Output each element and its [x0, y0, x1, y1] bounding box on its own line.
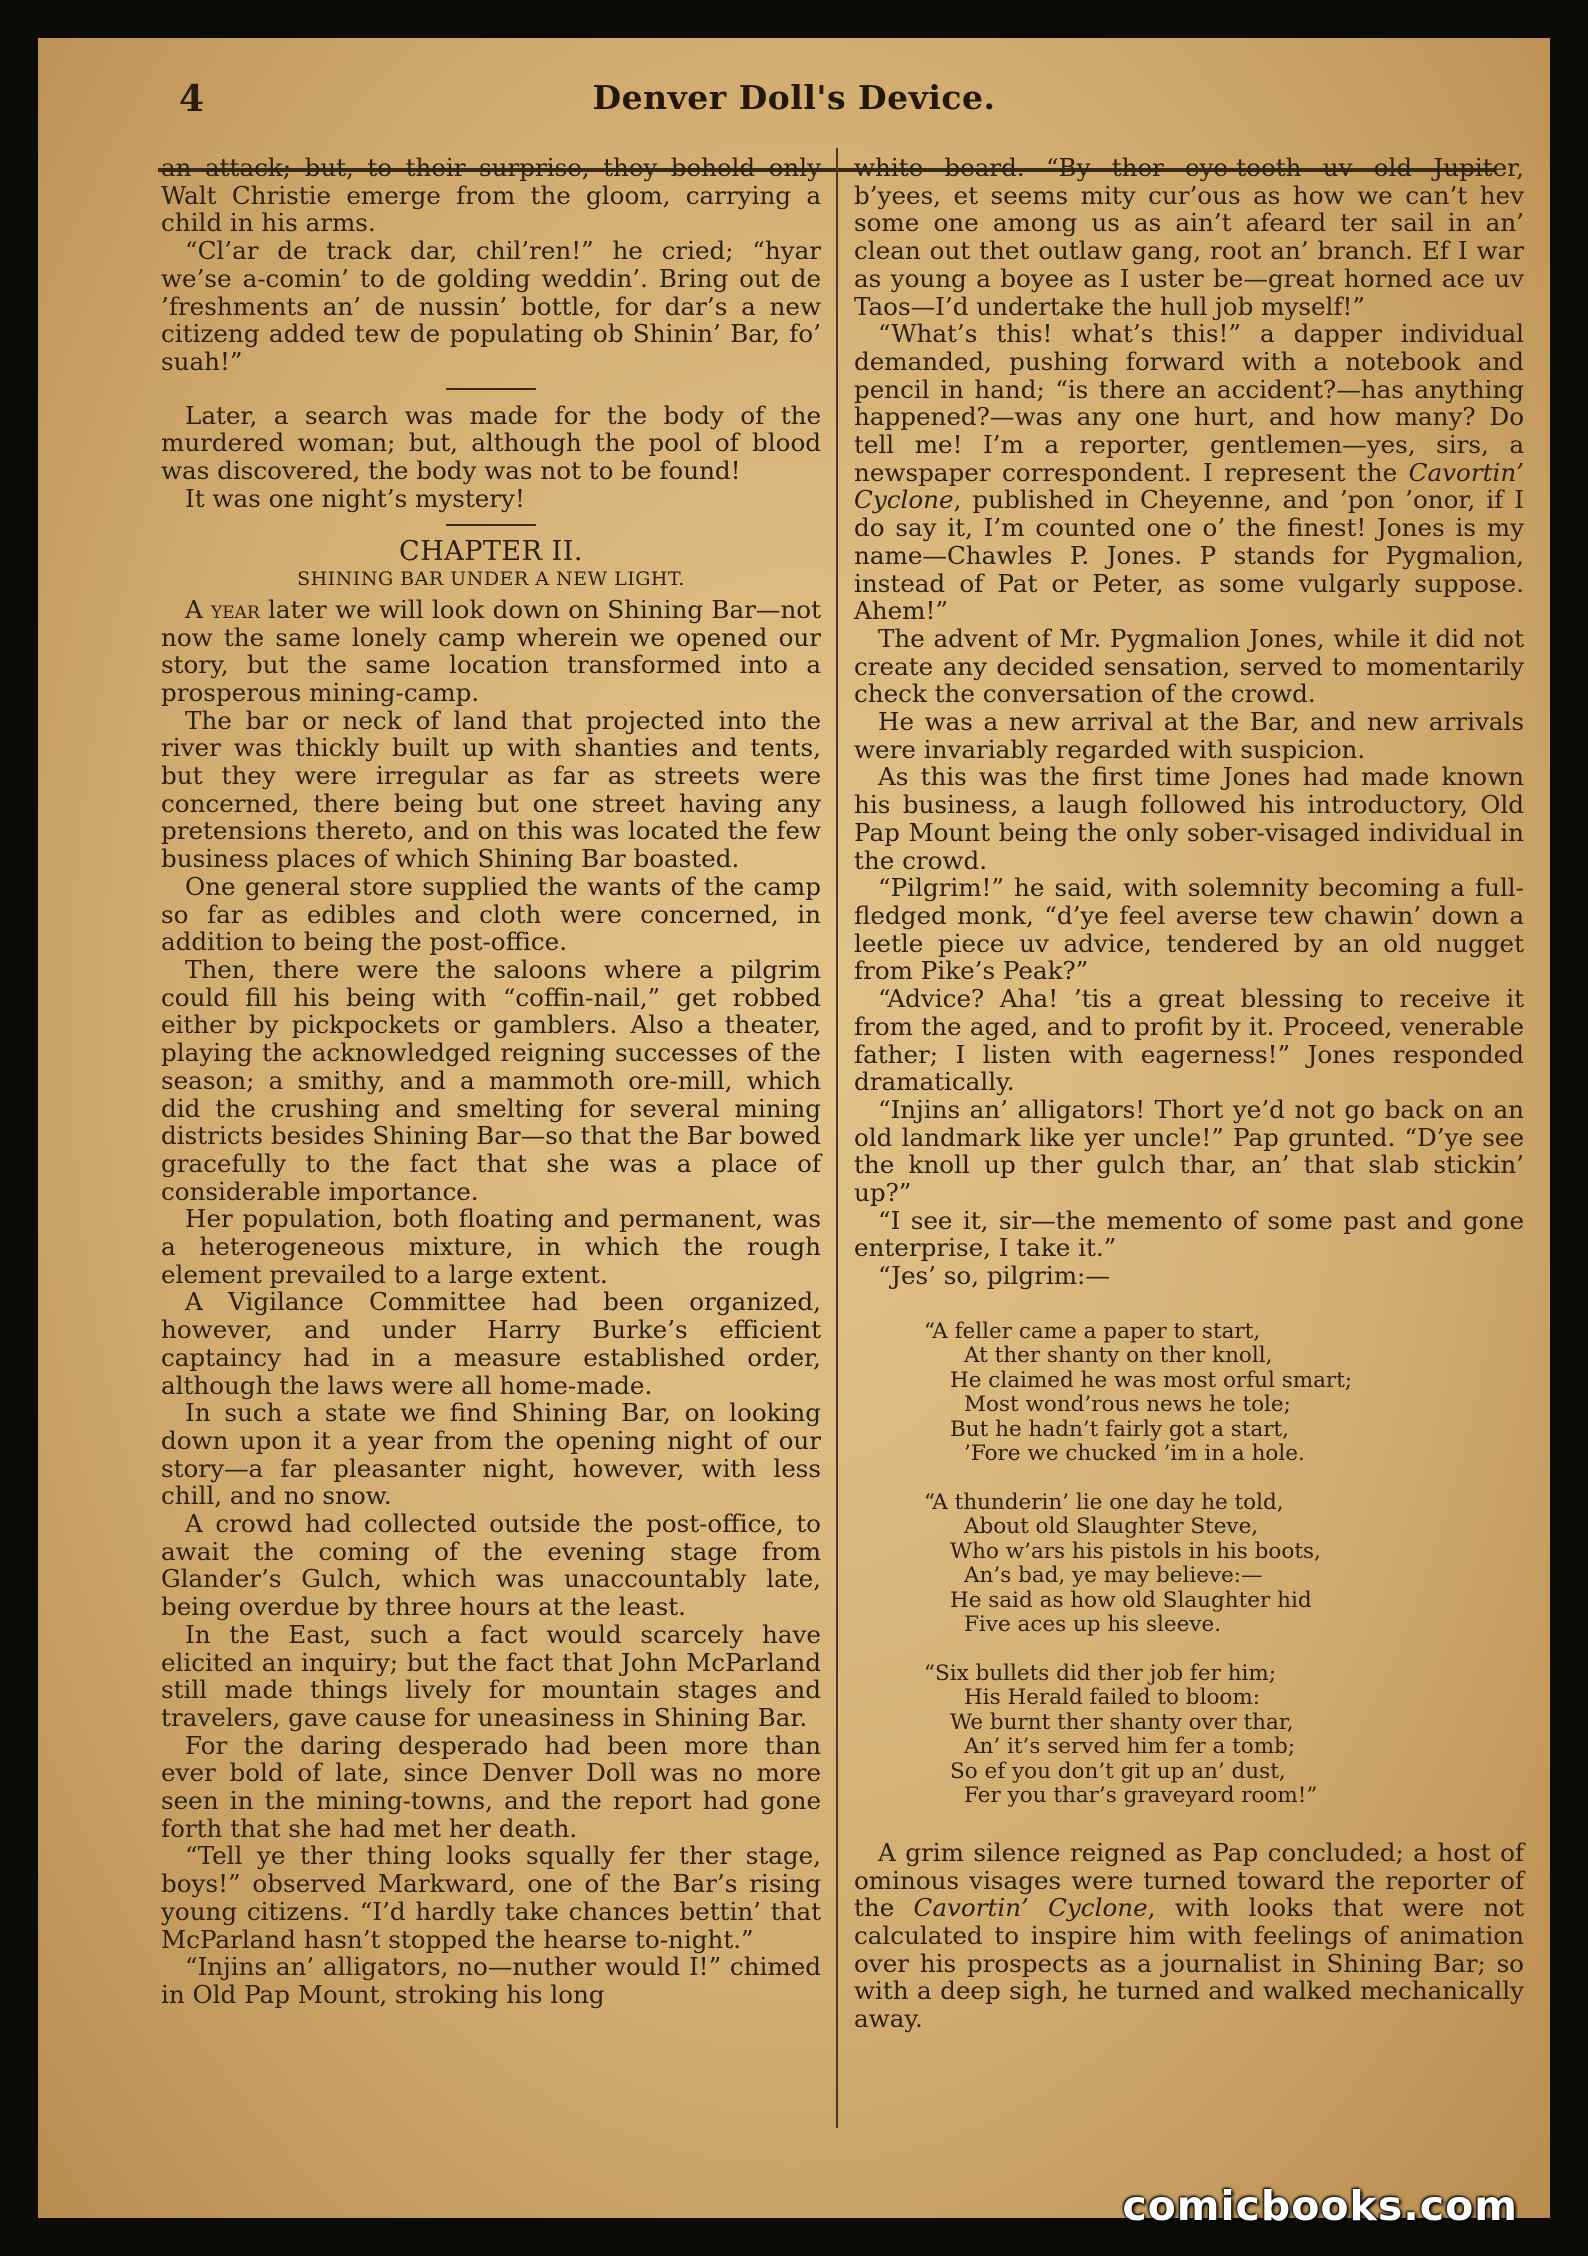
paragraph: Then, there were the saloons where a pilgrim could fill his being with “coffin-nail,” get robbed either by pickpockets or gamblers. Also a theater, playing the acknowledged reigning successes of the season; a smithy, and a mammoth ore-mill, which did the crushing and smelting for several mining districts besides Shining Bar—so that the Bar bowed gracefully to the fact that she was a place of considerable importance.	[161, 954, 821, 1206]
paragraph: It was one night’s mystery!	[185, 483, 525, 513]
paragraph: “Jes’ so, pilgrim:—	[878, 1261, 1110, 1291]
paragraph: “Cl’ar de track dar, chil’ren!” he cried; “hyar we’se a-comin’ to de golding weddin’. Bring out de ’freshments an’ de nussin’ bottle, for dar’s a new citizeng added tew de populating ob Shinin’ Bar, fo’ suah!”	[161, 236, 821, 376]
poem-line: “A feller came a paper to start,	[924, 1318, 1261, 1344]
paragraph-text: A grim silence reigned as Pap concluded; a host of ominous visages were turned toward the reporter of the	[854, 1837, 1524, 1923]
paragraph	[854, 320, 1524, 625]
paragraph: A Vigilance Committee had been organized, however, and under Harry Burke’s efficient captaincy had in a measure established order, although the laws were all home-made.	[161, 1287, 821, 1400]
paragraph	[854, 1839, 1524, 2033]
paragraph: The bar or neck of land that projected into the river was thickly built up with shanties and tents, but they were irregular as far as streets were concerned, there being but one street having any pretensions thereto, and on this was located the few business places of which Shining Bar boasted.	[161, 705, 821, 874]
scanned-page	[38, 38, 1550, 2218]
paragraph: One general store supplied the wants of the camp so far as edibles and cloth were concerned, in addition to being the post-office.	[161, 871, 821, 957]
paragraph: “I see it, sir—the memento of some past and gone enterprise, I take it.”	[854, 1205, 1524, 1263]
poem-line: We burnt ther shanty over thar,	[950, 1709, 1294, 1735]
poem-line: “Six bullets did ther job fer him;	[924, 1660, 1277, 1686]
paragraph: He was a new arrival at the Bar, and new arrivals were invariably regarded with suspicion.	[854, 707, 1524, 764]
paragraph-text: , with looks that were not calculated to inspire him with feelings of animation over his prospects as a journalist in Shining Bar; so with a deep sigh, he turned and walked mechanically away.	[854, 1893, 1524, 2034]
poem-line: So ef you don’t git up an’ dust,	[950, 1758, 1286, 1784]
poem-stanza	[924, 1491, 1524, 1638]
paragraph: In the East, such a fact would scarcely have elicited an inquiry; but the fact that John McParland still made things lively for mountain stages and travelers, gave cause for uneasiness in Shining Bar.	[161, 1619, 821, 1732]
paragraph-text: “What’s this! what’s this!” a dapper individual demanded, pushing forward with a notebook and pencil in hand; “is there an accident?—has anything happened?—was any one hurt, and how many? Do tell me! I’m a reporter, gentlemen—yes, sirs, a newspaper correspondent. I represent the	[854, 319, 1524, 487]
paragraph: Later, a search was made for the body of the murdered woman; but, although the pool of blood was discovered, the body was not to be found!	[161, 400, 821, 486]
paragraph: “Injins an’ alligators, no—nuther would I!” chimed in Old Pap Mount, stroking his long	[161, 1952, 821, 2009]
poem-line: Five aces up his sleeve.	[964, 1612, 1222, 1638]
chapter-title: CHAPTER II.	[399, 536, 583, 568]
paragraph: In such a state we find Shining Bar, on looking down upon it a year from the opening night of our story—a far pleasanter night, however, with less chill, and no snow.	[161, 1398, 821, 1511]
poem-line: Who w’ars his pistols in his boots,	[950, 1538, 1321, 1564]
paragraph: white beard. “By ther eye-tooth uv old Jupiter, b’yees, et seems mity cur’ous as how we can’t hev some one among us as ain’t afeard ter sail in an’ clean out thet outlaw gang, root an’ branch. Ef I war as young a boyee as I uster be—great horned ace uv Taos—I’d undertake the hull job myself!”	[854, 153, 1524, 321]
poem-stanza	[924, 1662, 1524, 1809]
poem	[924, 1320, 1524, 1809]
paragraph: The advent of Mr. Pygmalion Jones, while it did not create any decided sensation, served to momentarily check the conversation of the crowd.	[854, 623, 1524, 709]
poem-line: About old Slaughter Steve,	[964, 1514, 1259, 1540]
newspaper-name: Cavortin’ Cyclone	[913, 1893, 1148, 1923]
poem-line: He said as how old Slaughter hid	[950, 1587, 1312, 1613]
paragraph: “Injins an’ alligators! Thort ye’d not go back on an old landmark like yer uncle!” Pap grunted. “D’ye see the knoll up ther gulch thar, an’ that slab stickin’ up?”	[854, 1094, 1524, 1208]
poem-line: An’ it’s served him fer a tomb;	[964, 1734, 1296, 1760]
paragraph: “Tell ye ther thing looks squally fer ther stage, boys!” observed Markward, one of the Bar’s rising young citizens. “I’d hardly take chances bettin’ that McParland hasn’t stopped the hearse to-night.”	[161, 1841, 821, 1954]
paragraph: For the daring desperado had been more than ever bold of late, since Denver Doll was no more seen in the mining-towns, and the report had gone forth that she had met her death.	[161, 1730, 821, 1843]
paragraph: an attack; but, to their surprise, they beheld only Walt Christie emerge from the gloom, carrying a child in his arms.	[161, 153, 821, 238]
paragraph: “Pilgrim!” he said, with solemnity becoming a full-fledged monk, “d’ye feel averse tew chawin’ down a leetle piece uv advice, tendered by an old nugget from Pike’s Peak?”	[854, 873, 1524, 986]
poem-line: Most wond’rous news he tole;	[964, 1392, 1291, 1418]
paragraph: “Advice? Aha! ’tis a great blessing to receive it from the aged, and to profit by it. Proceed, venerable father; I listen with eagerness!” Jones responded dramatically.	[854, 984, 1524, 1097]
newspaper-name: Cavortin’ Cyclone	[854, 457, 1524, 515]
poem-line: ’Fore we chucked ’im in a hole.	[964, 1441, 1305, 1467]
paragraph	[161, 596, 821, 707]
section-divider	[446, 524, 536, 526]
poem-line: He claimed he was most orful smart;	[950, 1367, 1353, 1393]
paragraph: A crowd had collected outside the post-office, to await the coming of the evening stage from Glander’s Gulch, which was unaccountably late, being overdue by three hours at the least.	[161, 1509, 821, 1622]
paragraph: Her population, both floating and permanent, was a heterogeneous mixture, in which the rough element prevailed to a large extent.	[161, 1204, 821, 1289]
poem-line: “A thunderin’ lie one day he told,	[924, 1489, 1284, 1515]
poem-line: An’s bad, ye may believe:—	[964, 1563, 1263, 1589]
poem-line: But he hadn’t fairly got a start,	[950, 1416, 1289, 1442]
paragraph-text: , published in Cheyenne, and ’pon ’onor, if I do say it, I’m counted one o’ the finest! Jones is my name—Chawles P. Jones. P stands for Pygmalion, instead of Pat or Peter, as some vulgarly suppose. Ahem!”	[854, 485, 1524, 626]
page-header	[38, 78, 1550, 138]
column-rule	[836, 148, 838, 2128]
paragraph-text: later we will look down on Shining Bar—not now the same lonely camp wherein we opened our story, but the same location transformed into a prosperous mining-camp.	[161, 594, 821, 707]
poem-line: At ther shanty on ther knoll,	[964, 1343, 1273, 1369]
page-number: 4	[179, 78, 205, 120]
left-column	[161, 154, 821, 2009]
paragraph: As this was the first time Jones had made known his business, a laugh followed his introductory, Old Pap Mount being the only sober-visaged individual in the crowd.	[854, 762, 1524, 875]
running-title: Denver Doll's Device.	[592, 78, 996, 117]
right-column	[854, 154, 1524, 2033]
section-divider	[446, 388, 536, 390]
site-watermark: comicbooks.com	[1122, 2182, 1518, 2230]
chapter-subtitle: SHINING BAR UNDER A NEW LIGHT.	[297, 568, 685, 591]
poem-line: His Herald failed to bloom:	[964, 1685, 1260, 1711]
poem-line: Fer you thar’s graveyard room!”	[964, 1783, 1318, 1809]
chapter-lead-words: A year	[185, 594, 260, 624]
poem-stanza	[924, 1320, 1524, 1467]
